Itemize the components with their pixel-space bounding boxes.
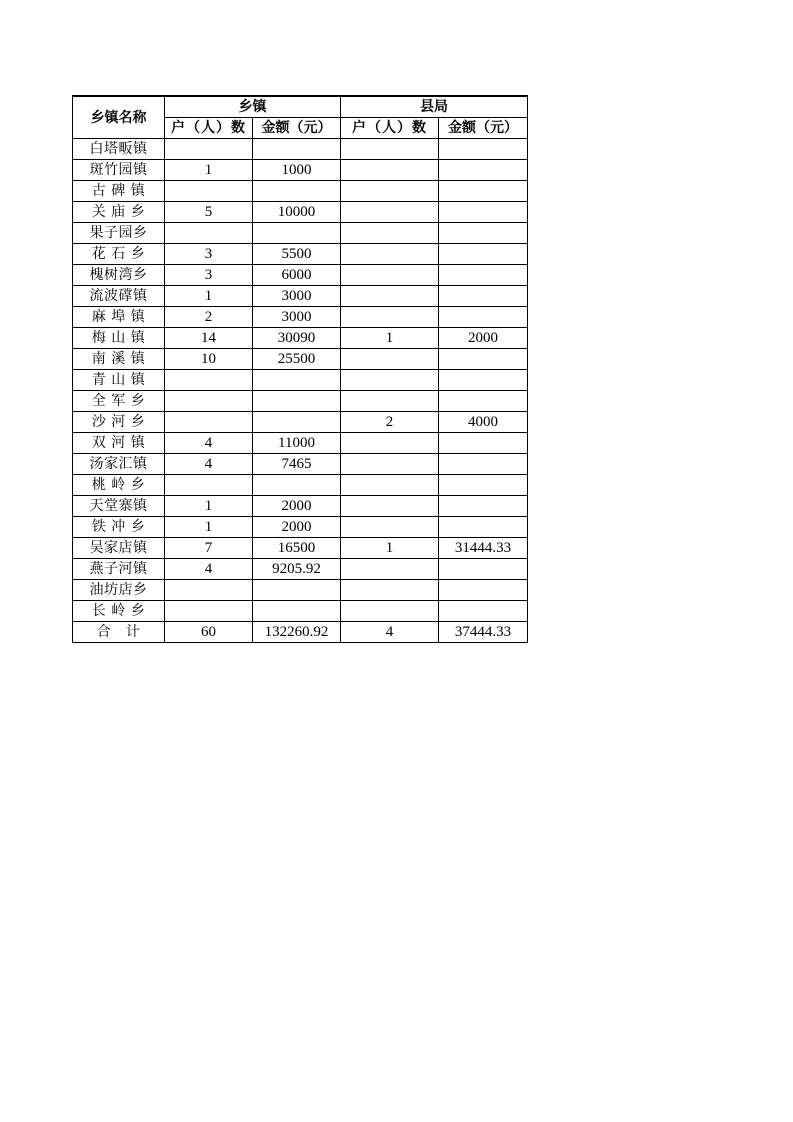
town-name-cell: 桃 岭 乡: [73, 475, 165, 496]
township-amount-cell: [253, 181, 341, 202]
county-amount-cell: [439, 433, 528, 454]
county-count-cell: [341, 307, 439, 328]
county-amount-cell: [439, 601, 528, 622]
township-count-cell: 1: [165, 517, 253, 538]
town-name-cell: 梅 山 镇: [73, 328, 165, 349]
county-count-cell: [341, 454, 439, 475]
township-amount-cell: 30090: [253, 328, 341, 349]
table-row: [73, 412, 528, 433]
township-count-cell: [165, 181, 253, 202]
county-amount-cell: [439, 454, 528, 475]
county-count-cell: [341, 265, 439, 286]
town-name-cell: 麻 埠 镇: [73, 307, 165, 328]
town-name-cell: 燕子河镇: [73, 559, 165, 580]
table-row: [73, 370, 528, 391]
town-name-cell: 关 庙 乡: [73, 202, 165, 223]
county-count-cell: [341, 160, 439, 181]
header-township-amount: 金额（元）: [253, 118, 341, 139]
county-amount-cell: 31444.33: [439, 538, 528, 559]
table-row: [73, 433, 528, 454]
total-township-amount: 132260.92: [253, 622, 341, 643]
township-amount-cell: 11000: [253, 433, 341, 454]
town-name-cell: 古 碑 镇: [73, 181, 165, 202]
county-count-cell: 1: [341, 328, 439, 349]
township-amount-cell: 25500: [253, 349, 341, 370]
table-row: [73, 475, 528, 496]
table-row: [73, 391, 528, 412]
header-town-name: 乡镇名称: [73, 96, 165, 139]
township-count-cell: 4: [165, 433, 253, 454]
county-amount-cell: [439, 307, 528, 328]
township-amount-cell: [253, 139, 341, 160]
township-count-cell: 14: [165, 328, 253, 349]
county-amount-cell: [439, 496, 528, 517]
township-count-cell: 3: [165, 244, 253, 265]
spreadsheet-page: [72, 95, 528, 643]
county-count-cell: 2: [341, 412, 439, 433]
township-amount-cell: 2000: [253, 517, 341, 538]
county-count-cell: [341, 517, 439, 538]
township-amount-cell: 9205.92: [253, 559, 341, 580]
table-row: [73, 223, 528, 244]
county-count-cell: [341, 244, 439, 265]
county-amount-cell: [439, 559, 528, 580]
table-row: [73, 328, 528, 349]
table-row: [73, 307, 528, 328]
town-name-cell: 沙 河 乡: [73, 412, 165, 433]
county-count-cell: [341, 601, 439, 622]
township-amount-cell: [253, 223, 341, 244]
county-count-cell: [341, 580, 439, 601]
county-count-cell: [341, 433, 439, 454]
township-count-cell: [165, 580, 253, 601]
town-name-cell: 斑竹园镇: [73, 160, 165, 181]
county-amount-cell: [439, 580, 528, 601]
header-group-township: 乡镇: [165, 96, 341, 118]
total-label: 合 计: [73, 622, 165, 643]
county-amount-cell: [439, 370, 528, 391]
table-row: [73, 601, 528, 622]
township-amount-cell: 7465: [253, 454, 341, 475]
township-count-cell: 4: [165, 454, 253, 475]
table-row: [73, 181, 528, 202]
town-name-cell: 花 石 乡: [73, 244, 165, 265]
township-amount-cell: 5500: [253, 244, 341, 265]
township-amount-cell: 3000: [253, 286, 341, 307]
county-amount-cell: [439, 349, 528, 370]
township-amount-cell: 1000: [253, 160, 341, 181]
township-count-cell: 1: [165, 286, 253, 307]
town-name-cell: 青 山 镇: [73, 370, 165, 391]
township-count-cell: [165, 391, 253, 412]
township-amount-cell: [253, 412, 341, 433]
county-amount-cell: 2000: [439, 328, 528, 349]
table-row: [73, 454, 528, 475]
table-body: [73, 139, 528, 622]
county-count-cell: [341, 349, 439, 370]
township-count-cell: 4: [165, 559, 253, 580]
header-row-1: [73, 96, 528, 118]
county-count-cell: [341, 370, 439, 391]
town-name-cell: 南 溪 镇: [73, 349, 165, 370]
township-count-cell: [165, 139, 253, 160]
county-amount-cell: [439, 160, 528, 181]
table-row: [73, 286, 528, 307]
county-amount-cell: [439, 202, 528, 223]
township-amount-cell: 3000: [253, 307, 341, 328]
county-count-cell: [341, 496, 439, 517]
table-row: [73, 244, 528, 265]
table-row: [73, 265, 528, 286]
town-name-cell: 吴家店镇: [73, 538, 165, 559]
township-count-cell: 5: [165, 202, 253, 223]
township-amount-cell: 16500: [253, 538, 341, 559]
township-count-cell: [165, 223, 253, 244]
township-count-cell: [165, 601, 253, 622]
town-name-cell: 果子园乡: [73, 223, 165, 244]
county-amount-cell: [439, 223, 528, 244]
county-count-cell: [341, 286, 439, 307]
township-count-cell: 1: [165, 496, 253, 517]
town-name-cell: 流波礃镇: [73, 286, 165, 307]
town-name-cell: 铁 冲 乡: [73, 517, 165, 538]
table-row: [73, 538, 528, 559]
township-count-cell: 1: [165, 160, 253, 181]
county-count-cell: 1: [341, 538, 439, 559]
table-row: [73, 496, 528, 517]
township-count-cell: [165, 475, 253, 496]
township-amount-cell: 6000: [253, 265, 341, 286]
township-count-cell: 3: [165, 265, 253, 286]
township-amount-cell: [253, 391, 341, 412]
town-name-cell: 双 河 镇: [73, 433, 165, 454]
county-amount-cell: [439, 139, 528, 160]
township-amount-cell: 2000: [253, 496, 341, 517]
township-amount-cell: [253, 475, 341, 496]
table-row: [73, 559, 528, 580]
town-name-cell: 槐树湾乡: [73, 265, 165, 286]
header-county-count: 户（人）数: [341, 118, 439, 139]
town-name-cell: 白塔畈镇: [73, 139, 165, 160]
town-name-cell: 长 岭 乡: [73, 601, 165, 622]
township-count-cell: 10: [165, 349, 253, 370]
total-county-amount: 37444.33: [439, 622, 528, 643]
county-count-cell: [341, 202, 439, 223]
county-count-cell: [341, 559, 439, 580]
township-count-cell: 2: [165, 307, 253, 328]
county-amount-cell: [439, 265, 528, 286]
township-amount-cell: [253, 601, 341, 622]
table-row: [73, 349, 528, 370]
header-group-county: 县局: [341, 96, 528, 118]
relief-summary-table: [72, 95, 528, 643]
town-name-cell: 全 军 乡: [73, 391, 165, 412]
county-count-cell: [341, 181, 439, 202]
total-county-count: 4: [341, 622, 439, 643]
town-name-cell: 油坊店乡: [73, 580, 165, 601]
county-amount-cell: [439, 391, 528, 412]
county-count-cell: [341, 223, 439, 244]
township-amount-cell: [253, 370, 341, 391]
county-count-cell: [341, 391, 439, 412]
header-township-count: 户（人）数: [165, 118, 253, 139]
township-count-cell: [165, 412, 253, 433]
table-row: [73, 517, 528, 538]
county-amount-cell: 4000: [439, 412, 528, 433]
township-amount-cell: 10000: [253, 202, 341, 223]
table-row: [73, 160, 528, 181]
township-count-cell: 7: [165, 538, 253, 559]
county-amount-cell: [439, 517, 528, 538]
county-count-cell: [341, 475, 439, 496]
total-row: [73, 622, 528, 643]
county-amount-cell: [439, 244, 528, 265]
county-amount-cell: [439, 181, 528, 202]
total-township-count: 60: [165, 622, 253, 643]
table-row: [73, 139, 528, 160]
table-row: [73, 202, 528, 223]
county-count-cell: [341, 139, 439, 160]
table-row: [73, 580, 528, 601]
town-name-cell: 天堂寨镇: [73, 496, 165, 517]
town-name-cell: 汤家汇镇: [73, 454, 165, 475]
township-amount-cell: [253, 580, 341, 601]
county-amount-cell: [439, 286, 528, 307]
county-amount-cell: [439, 475, 528, 496]
header-county-amount: 金额（元）: [439, 118, 528, 139]
township-count-cell: [165, 370, 253, 391]
